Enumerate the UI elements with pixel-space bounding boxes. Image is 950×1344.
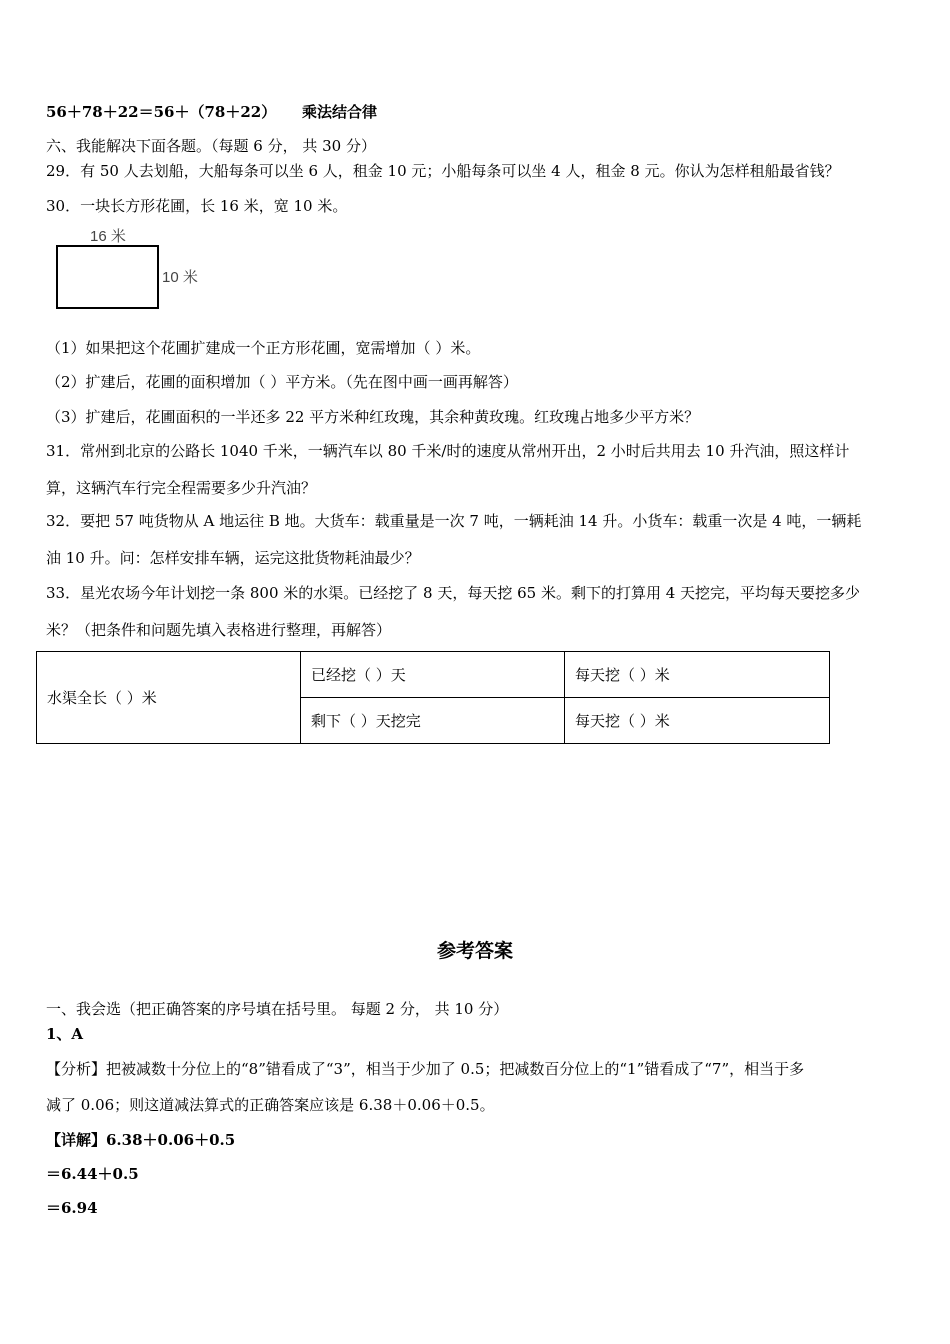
answer-1-step-1: ＝6.44＋0.5 — [46, 1165, 139, 1183]
question-33-table — [36, 651, 830, 744]
table-cell-rest-days: 剩下（ ）天挖完 — [301, 698, 565, 744]
question-31-line-2: 算，这辆汽车行完全程需要多少升汽油？ — [46, 479, 317, 497]
rectangle-garden-figure — [50, 224, 210, 314]
question-32-line-2: 油 10 升。问：怎样安排车辆，运完这批货物耗油最少？ — [46, 549, 420, 567]
table-cell-dug-per-day: 每天挖（ ）米 — [565, 652, 830, 698]
answer-1: 1、A — [46, 1025, 84, 1043]
question-33-line-2: 米？（把条件和问题先填入表格进行整理，再解答） — [46, 621, 392, 639]
question-30: 30．一块长方形花圃，长 16 米，宽 10 米。 — [46, 197, 348, 215]
table-cell-dug-days: 已经挖（ ）天 — [301, 652, 565, 698]
answers-section-one-heading: 一、我会选（把正确答案的序号填在括号里。 每题 2 分， 共 10 分） — [46, 1000, 509, 1018]
question-30-part-1: （1）如果把这个花圃扩建成一个正方形花圃，宽需增加（ ）米。 — [46, 339, 481, 357]
figure-length-label: 16 米 — [90, 228, 126, 245]
answer-1-analysis-line-2: 减了 0.06；则这道减法算式的正确答案应该是 6.38＋0.06＋0.5。 — [46, 1096, 495, 1114]
section-six-heading: 六、我能解决下面各题。（每题 6 分， 共 30 分） — [46, 137, 376, 155]
question-31-line-1: 31．常州到北京的公路长 1040 千米，一辆汽车以 80 千米/时的速度从常州开出，2 小时后共用去 10 升汽油，照这样计 — [46, 442, 850, 460]
question-33-line-1: 33．星光农场今年计划挖一条 800 米的水渠。已经挖了 8 天，每天挖 65 米。剩下的打算用 4 天挖完，平均每天要挖多少 — [46, 584, 861, 602]
figure-rectangle — [57, 246, 158, 308]
answer-1-detail: 【详解】6.38＋0.06＋0.5 — [46, 1131, 236, 1149]
figure-width-label: 10 米 — [162, 269, 198, 286]
equation-law: 乘法结合律 — [302, 103, 378, 121]
table-cell-total-length: 水渠全长（ ）米 — [37, 652, 301, 744]
question-30-part-2: （2）扩建后，花圃的面积增加（ ）平方米。（先在图中画一画再解答） — [46, 373, 518, 391]
question-32-line-1: 32．要把 57 吨货物从 A 地运往 B 地。大货车：载重量是一次 7 吨，一辆耗油 14 升。小货车：载重一次是 4 吨，一辆耗 — [46, 512, 862, 530]
equation-line — [46, 102, 378, 122]
question-29: 29．有 50 人去划船，大船每条可以坐 6 人，租金 10 元；小船每条可以坐 4 人，租金 8 元。你认为怎样租船最省钱？ — [46, 162, 840, 180]
answers-title: 参考答案 — [436, 940, 513, 962]
answer-1-analysis-line-1: 【分析】把被减数十分位上的“8”错看成了“3”，相当于少加了 0.5；把减数百分位上的“1”错看成了“7”，相当于多 — [46, 1060, 805, 1078]
answer-1-step-2: ＝6.94 — [46, 1199, 98, 1217]
equation-text: 56＋78＋22＝56＋（78＋22） — [46, 103, 277, 121]
table-cell-rest-per-day: 每天挖（ ）米 — [565, 698, 830, 744]
question-30-part-3: （3）扩建后，花圃面积的一半还多 22 平方米种红玫瑰，其余种黄玫瑰。红玫瑰占地多少平方米？ — [46, 408, 700, 426]
